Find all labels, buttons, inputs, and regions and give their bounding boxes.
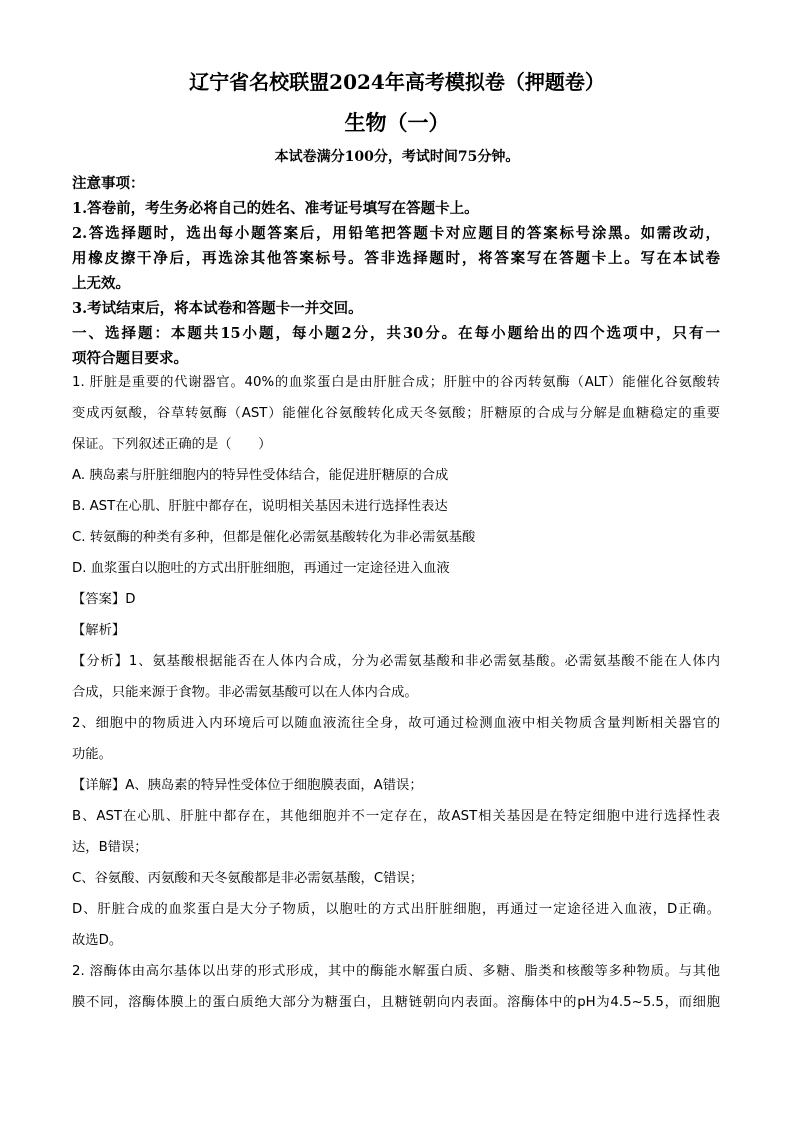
q1-xiangjie-b-line-1: B、AST在心肌、肝脏中都存在，其他细胞并不一定存在，故AST相关基因是在特定细胞中进行选择性表 [72,809,720,824]
q1-fenxi-line-4: 功能。 [72,747,112,762]
exam-subject: 生物（一） [344,110,450,135]
q1-fenxi-line-1 [72,646,720,677]
notice-item-3: 3.考试结束后，将本试卷和答题卡一并交回。 [72,300,363,317]
notice-item-1: 1.答卷前，考生务必将自己的姓名、准考证号填写在答题卡上。 [72,200,479,217]
q1-stem-line-3: 保证。下列叙述正确的是（ ） [72,437,272,452]
notice-item-2-line-2: 用橡皮擦干净后，再选涂其他答案标号。答非选择题时，将答案写在答题卡上。写在本试卷 [72,250,720,267]
q1-option-a: A. 胰岛素与肝脏细胞内的特异性受体结合，能促进肝糖原的合成 [72,468,449,483]
notice-heading: 注意事项： [72,175,145,192]
q1-conclusion: 故选D。 [72,933,123,948]
section-heading-line-1: 一、选择题：本题共15小题，每小题2分，共30分。在每小题给出的四个选项中，只有一 [72,325,720,342]
answer-value: D [125,592,136,607]
q1-stem-line-2: 变成丙氨酸，谷草转氨酶（AST）能催化谷氨酸转化成天冬氨酸；肝糖原的合成与分解是血糖稳定的重要 [72,406,720,421]
q2-stem-line-1: 2. 溶酶体由高尔基体以出芽的形式形成，其中的酶能水解蛋白质、多糖、脂类和核酸等多种物质。与其他 [72,964,720,979]
answer-tag: 【答案】 [72,592,126,607]
fenxi-tag: 【分析】 [72,654,129,669]
q1-option-b: B. AST在心肌、肝脏中都存在，说明相关基因未进行选择性表达 [72,499,448,514]
xiangjie-tag: 【详解】 [72,778,126,793]
q2-stem-line-2: 膜不同，溶酶体膜上的蛋白质绝大部分为糖蛋白，且糖链朝向内表面。溶酶体中的pH为4.5~5.5，而细胞 [72,995,720,1010]
notice-item-2-line-1: 2.答选择题时，选出每小题答案后，用铅笔把答题卡对应题目的答案标号涂黑。如需改动， [72,225,720,242]
q1-fenxi-line-3: 2、细胞中的物质进入内环境后可以随血液流往全身，故可通过检测血液中相关物质含量判断相关器官的 [72,716,720,731]
q1-xiangjie-a [72,770,720,801]
section-heading-line-2: 项符合题目要求。 [72,350,188,367]
q1-analysis-tag: 【解析】 [72,623,126,638]
q1-xiangjie-b-line-2: 达，B错误； [72,840,148,855]
q1-answer [72,584,720,615]
fenxi-text: 1、氨基酸根据能否在人体内合成，分为必需氨基酸和非必需氨基酸。必需氨基酸不能在人体内 [128,654,721,669]
xiangjie-a-text: A、胰岛素的特异性受体位于细胞膜表面，A错误； [125,778,423,793]
q1-xiangjie-d: D、肝脏合成的血浆蛋白是大分子物质，以胞吐的方式出肝脏细胞，再通过一定途径进入血液，D正确。 [72,902,720,917]
exam-meta: 本试卷满分100分，考试时间75分钟。 [274,149,520,165]
q1-stem-line-1: 1. 肝脏是重要的代谢器官。40%的血浆蛋白是由肝脏合成；肝脏中的谷丙转氨酶（ALT）能催化谷氨酸转 [72,375,720,390]
question-1 [72,367,720,1018]
exam-title: 辽宁省名校联盟2024年高考模拟卷（押题卷） [189,70,605,94]
notice-item-2-line-3: 上无效。 [72,275,130,292]
notice-section [72,171,720,371]
q1-option-c: C. 转氨酶的种类有多种，但都是催化必需氨基酸转化为非必需氨基酸 [72,530,476,545]
q1-fenxi-line-2: 合成，只能来源于食物。非必需氨基酸可以在人体内合成。 [72,685,418,700]
q1-xiangjie-c: C、谷氨酸、丙氨酸和天冬氨酸都是非必需氨基酸，C错误； [72,871,423,886]
q1-option-d: D. 血浆蛋白以胞吐的方式出肝脏细胞，再通过一定途径进入血液 [72,561,450,576]
